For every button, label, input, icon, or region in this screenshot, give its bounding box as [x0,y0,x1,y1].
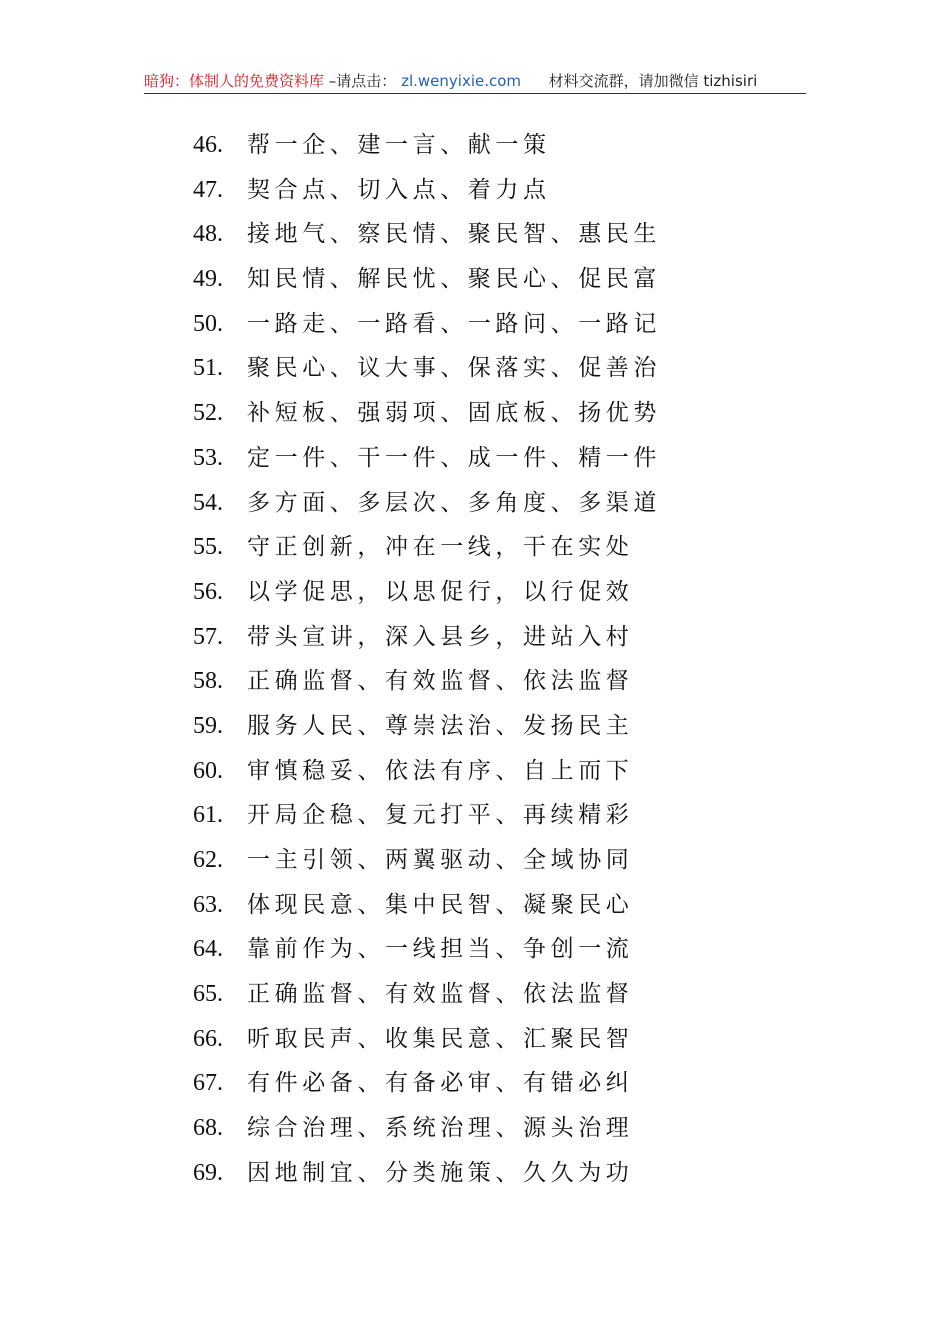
list-item [193,301,661,346]
item-number: 69. [193,1159,223,1186]
list-item [193,837,661,882]
item-number: 57. [193,623,223,650]
phrase-list [193,122,661,1195]
item-number: 50. [193,310,223,337]
item-number: 47. [193,176,223,203]
item-text: 体现民意、集中民智、凝聚民心 [247,891,634,918]
item-number: 61. [193,802,223,829]
item-number: 62. [193,847,223,873]
item-text: 补短板、强弱项、固底板、扬优势 [247,400,661,427]
list-item [193,524,661,569]
header-click-label: –请点击： [328,72,397,90]
list-item [193,390,661,435]
item-number: 46. [193,132,223,158]
item-number: 56. [193,578,223,605]
page-header [144,70,806,94]
item-text: 正确监督、有效监督、依法监督 [247,981,634,1008]
item-number: 48. [193,221,223,248]
item-text: 一主引领、两翼驱动、全域协同 [247,847,634,873]
item-text: 知民情、解民忧、聚民心、促民富 [247,266,661,293]
item-number: 64. [193,936,223,963]
item-number: 54. [193,489,223,516]
item-text: 接地气、察民情、聚民智、惠民生 [247,221,661,248]
header-divider [144,93,806,94]
item-text: 契合点、切入点、着力点 [247,176,551,203]
item-text: 守正创新，冲在一线，干在实处 [247,534,634,561]
list-item [193,122,661,167]
item-number: 55. [193,534,223,561]
item-text: 综合治理、系统治理、源头治理 [247,1115,634,1142]
list-item [193,435,661,480]
list-item [193,569,661,614]
item-text: 一路走、一路看、一路问、一路记 [247,310,661,337]
list-item [193,703,661,748]
item-text: 带头宣讲，深入县乡，进站入村 [247,623,634,650]
header-brand: 暗狗：体制人的免费资料库 [144,72,325,90]
item-text: 服务人民、尊崇法治、发扬民主 [247,712,634,739]
item-number: 65. [193,981,223,1008]
item-number: 67. [193,1070,223,1097]
list-item [193,792,661,837]
item-number: 51. [193,355,223,382]
item-number: 58. [193,668,223,695]
item-number: 53. [193,444,223,471]
item-number: 49. [193,266,223,293]
item-text: 聚民心、议大事、保落实、促善治 [247,355,661,382]
item-text: 以学促思，以思促行，以行促效 [247,578,634,605]
list-item [193,480,661,525]
item-text: 审慎稳妥、依法有序、自上而下 [247,757,634,784]
item-number: 68. [193,1115,223,1142]
list-item [193,211,661,256]
list-item [193,614,661,659]
list-item [193,1105,661,1150]
list-item [193,256,661,301]
item-text: 定一件、干一件、成一件、精一件 [247,444,661,471]
item-number: 63. [193,891,223,918]
item-number: 66. [193,1025,223,1052]
item-text: 靠前作为、一线担当、争创一流 [247,936,634,963]
list-item [193,926,661,971]
item-text: 帮一企、建一言、献一策 [247,132,551,158]
list-item [193,748,661,793]
item-text: 正确监督、有效监督、依法监督 [247,668,634,695]
list-item [193,1060,661,1105]
item-number: 59. [193,712,223,739]
list-item [193,658,661,703]
item-text: 有件必备、有备必审、有错必纠 [247,1070,634,1097]
list-item [193,1150,661,1195]
header-url-link[interactable]: zl.wenyixie.com [401,72,522,90]
list-item [193,882,661,927]
item-text: 多方面、多层次、多角度、多渠道 [247,489,661,516]
item-text: 开局企稳、复元打平、再续精彩 [247,802,634,829]
item-number: 52. [193,400,223,427]
header-contact: 材料交流群，请加微信 tizhisiri [548,72,758,90]
item-text: 听取民声、收集民意、汇聚民智 [247,1025,634,1052]
item-number: 60. [193,757,223,784]
list-item [193,1016,661,1061]
list-item [193,971,661,1016]
item-text: 因地制宜、分类施策、久久为功 [247,1159,634,1186]
list-item [193,345,661,390]
list-item [193,167,661,212]
